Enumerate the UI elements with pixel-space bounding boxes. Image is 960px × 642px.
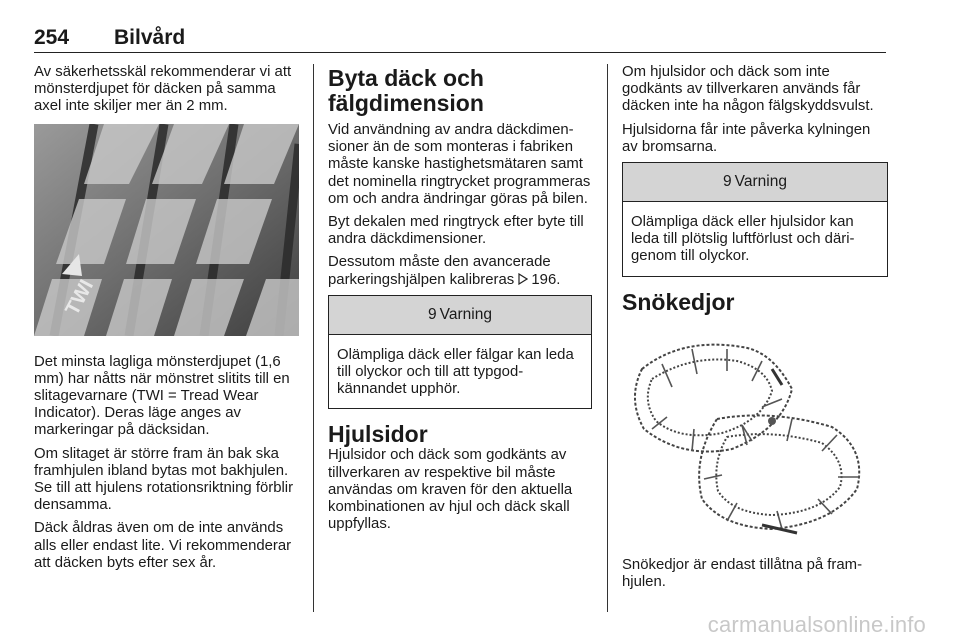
- paragraph: Det minsta lagliga mönsterdjupet (1,6 mm) har nåtts när mönstret slitits till en slitagevarnare (TWI = Tread Wear Indicator). Deras läge anges av markeringar på däcksidan.: [34, 353, 290, 439]
- paragraph-text: Dessutom måste den avancerade parkeringshjälpen kalibreras: [328, 254, 551, 288]
- watermark: carmanualsonline.info: [707, 612, 926, 637]
- column-left: [34, 64, 299, 578]
- heading-snow-chains: Snökedjor: [622, 288, 735, 315]
- column-divider: [313, 64, 314, 612]
- section-title: Bilvård: [114, 26, 186, 49]
- column-divider: [607, 64, 608, 612]
- warning-title: Varning: [734, 173, 787, 191]
- paragraph: Hjulsidor och däck som godkänts av tillverkaren av respektive bil måste användas om kraven för den aktuella kombinationen av hjul och däck skall uppfyllas.: [328, 447, 573, 533]
- heading-change-tire-size: Byta däck och fälgdimension: [328, 65, 484, 116]
- page-number: 254: [34, 26, 70, 49]
- paragraph: Av säkerhetsskäl rekommenderar vi att mönsterdjupet för däcken på samma axel inte skiljer mer än 2 mm.: [34, 64, 292, 115]
- paragraph: Om hjulsidor och däck som inte godkänts av tillverkaren används får däcken inte ha någon fälgskyddsvulst.: [622, 64, 874, 115]
- page-header: [34, 26, 886, 53]
- tire-tread-wear-indicator-image: [34, 124, 299, 336]
- warning-box: [328, 295, 592, 410]
- paragraph: Snökedjor är endast tillåtna på framhjulen.: [622, 556, 863, 590]
- paragraph: Om slitaget är större fram än bak ska framhjulen ibland bytas mot bakhjulen. Se till att hjulens rotationsriktning förblir densamma.: [34, 445, 294, 514]
- warning-icon: 9: [723, 173, 732, 191]
- warning-title: Varning: [439, 306, 492, 324]
- page-reference-icon: [518, 273, 528, 285]
- snow-chain-image: [622, 329, 884, 541]
- warning-header: [623, 163, 887, 202]
- warning-header: [329, 296, 591, 335]
- paragraph: Vid användning av andra däckdimensioner än de som monteras i fabriken måste kanske hastighetsmätaren samt det nominella ringtrycket programmeras om och andra ändringar göras på bilen.: [328, 122, 591, 207]
- paragraph: Byt dekalen med ringtryck efter byte till andra däckdimensioner.: [328, 214, 584, 248]
- column-middle: [328, 64, 592, 539]
- page-reference[interactable]: 196.: [531, 271, 561, 288]
- column-right: [622, 64, 888, 597]
- paragraph: Däck åldras även om de inte används alls eller endast lite. Vi rekommenderar att däcken byts efter sex år.: [34, 520, 292, 571]
- paragraph: Hjulsidorna får inte påverka kylningen av bromsarna.: [622, 121, 871, 155]
- paragraph: [328, 254, 592, 288]
- heading-wheel-covers: Hjulsidor: [328, 421, 428, 448]
- warning-body: Olämpliga däck eller fälgar kan leda till olyckor och till att typgodkännandet upphör.: [337, 346, 574, 398]
- warning-box: [622, 162, 888, 277]
- warning-icon: 9: [428, 306, 437, 324]
- twi-marking: TWI: [61, 275, 98, 319]
- warning-body: Olämpliga däck eller hjulsidor kan leda till plötslig luftförlust och därigenom till olyckor.: [631, 214, 855, 265]
